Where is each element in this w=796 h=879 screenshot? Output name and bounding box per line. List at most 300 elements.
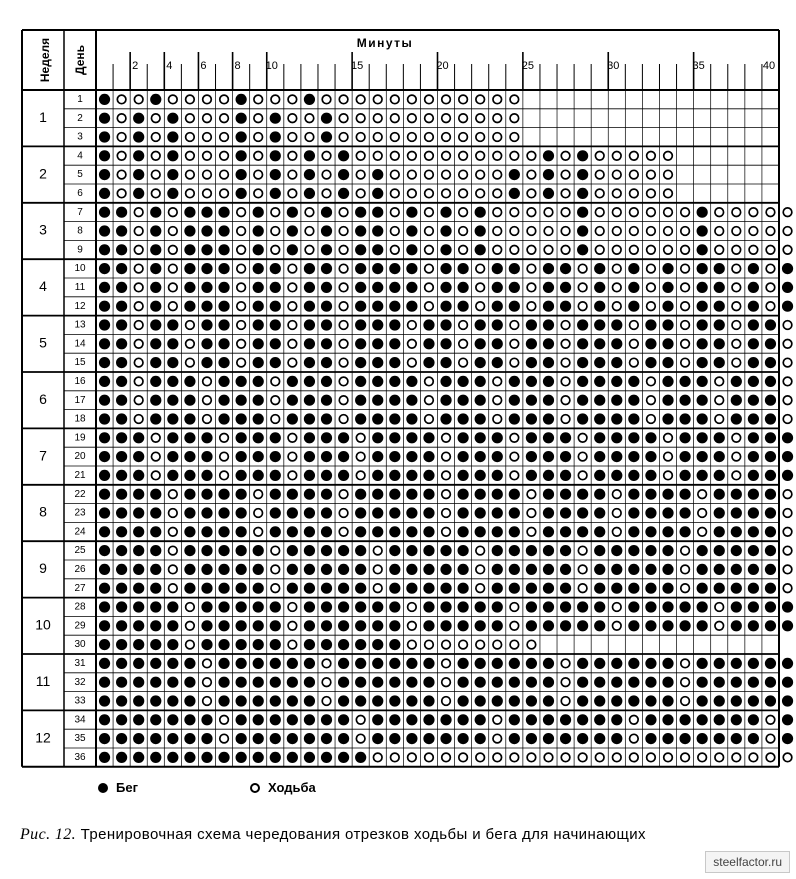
- run-mark: [287, 376, 298, 387]
- walk-mark: [169, 283, 178, 292]
- week-label: 1: [39, 108, 47, 125]
- walk-mark: [356, 152, 365, 161]
- run-mark: [99, 733, 110, 744]
- run-mark: [475, 658, 486, 669]
- walk-mark: [493, 227, 502, 236]
- walk-mark: [698, 528, 707, 537]
- run-mark: [509, 733, 520, 744]
- run-mark: [577, 376, 588, 387]
- walk-mark: [561, 227, 570, 236]
- walk-mark: [527, 227, 536, 236]
- run-mark: [150, 357, 161, 368]
- run-mark: [458, 601, 469, 612]
- day-label: 35: [74, 733, 86, 745]
- walk-mark: [544, 246, 553, 255]
- run-mark: [714, 301, 725, 312]
- run-mark: [355, 207, 366, 218]
- run-mark: [628, 507, 639, 518]
- run-mark: [116, 357, 127, 368]
- run-mark: [236, 150, 247, 161]
- run-mark: [714, 451, 725, 462]
- run-mark: [236, 413, 247, 424]
- walk-mark: [151, 434, 160, 443]
- run-mark: [338, 752, 349, 763]
- walk-mark: [169, 509, 178, 518]
- run-mark: [748, 545, 759, 556]
- run-mark: [440, 282, 451, 293]
- run-mark: [304, 658, 315, 669]
- walk-mark: [254, 490, 263, 499]
- run-mark: [423, 620, 434, 631]
- run-mark: [167, 752, 178, 763]
- walk-mark: [647, 753, 656, 762]
- run-mark: [645, 338, 656, 349]
- walk-mark: [442, 659, 451, 668]
- run-mark: [372, 695, 383, 706]
- walk-mark: [476, 546, 485, 555]
- walk-mark: [169, 584, 178, 593]
- walk-mark: [630, 227, 639, 236]
- run-mark: [543, 357, 554, 368]
- walk-mark: [271, 95, 280, 104]
- walk-mark: [442, 753, 451, 762]
- run-mark: [492, 338, 503, 349]
- walk-mark: [732, 471, 741, 480]
- run-mark: [287, 413, 298, 424]
- walk-mark: [715, 415, 724, 424]
- run-mark: [492, 507, 503, 518]
- run-mark: [440, 357, 451, 368]
- run-mark: [338, 695, 349, 706]
- run-mark: [372, 639, 383, 650]
- run-mark: [543, 545, 554, 556]
- run-mark: [372, 263, 383, 274]
- day-label: 1: [77, 94, 83, 106]
- run-mark: [577, 150, 588, 161]
- run-mark: [355, 413, 366, 424]
- walk-mark: [134, 264, 143, 273]
- run-mark: [560, 545, 571, 556]
- walk-mark: [766, 753, 775, 762]
- run-mark: [645, 714, 656, 725]
- walk-mark: [493, 640, 502, 649]
- run-mark: [218, 583, 229, 594]
- walk-mark: [356, 170, 365, 179]
- walk-mark: [732, 246, 741, 255]
- walk-mark: [510, 452, 519, 461]
- run-mark: [475, 489, 486, 500]
- walk-mark: [186, 133, 195, 142]
- walk-mark: [732, 753, 741, 762]
- day-label: 25: [74, 545, 86, 557]
- run-mark: [338, 169, 349, 180]
- run-mark: [150, 207, 161, 218]
- run-mark: [440, 545, 451, 556]
- walk-mark: [544, 227, 553, 236]
- walk-mark: [391, 246, 400, 255]
- walk-mark: [442, 528, 451, 537]
- walk-mark: [391, 208, 400, 217]
- run-mark: [714, 507, 725, 518]
- walk-mark: [356, 434, 365, 443]
- watermark: steelfactor.ru: [705, 851, 790, 873]
- walk-mark: [339, 415, 348, 424]
- walk-mark: [595, 246, 604, 255]
- run-mark: [218, 244, 229, 255]
- walk-mark: [305, 227, 314, 236]
- run-mark: [509, 413, 520, 424]
- walk-mark: [476, 152, 485, 161]
- walk-mark: [186, 358, 195, 367]
- walk-mark: [647, 208, 656, 217]
- walk-mark: [356, 471, 365, 480]
- walk-mark: [459, 321, 468, 330]
- run-mark: [304, 376, 315, 387]
- run-mark: [406, 263, 417, 274]
- walk-mark: [322, 678, 331, 687]
- run-mark: [440, 583, 451, 594]
- run-mark: [253, 470, 264, 481]
- run-mark: [765, 583, 776, 594]
- walk-mark: [732, 321, 741, 330]
- walk-mark: [408, 358, 417, 367]
- walk-mark: [749, 227, 758, 236]
- run-mark: [543, 150, 554, 161]
- run-mark: [628, 489, 639, 500]
- walk-mark: [254, 170, 263, 179]
- run-mark: [99, 188, 110, 199]
- walk-mark: [647, 227, 656, 236]
- run-mark: [236, 94, 247, 105]
- run-mark: [731, 376, 742, 387]
- run-mark: [287, 244, 298, 255]
- run-mark: [372, 282, 383, 293]
- run-mark: [218, 207, 229, 218]
- walk-mark: [134, 396, 143, 405]
- run-mark: [99, 545, 110, 556]
- run-mark: [99, 714, 110, 725]
- walk-mark: [134, 340, 143, 349]
- run-mark: [406, 470, 417, 481]
- run-mark: [133, 432, 144, 443]
- run-mark: [509, 695, 520, 706]
- walk-mark: [220, 716, 229, 725]
- walk-mark: [186, 321, 195, 330]
- run-mark: [236, 601, 247, 612]
- run-mark: [406, 376, 417, 387]
- run-mark: [423, 507, 434, 518]
- run-mark: [389, 526, 400, 537]
- run-mark: [731, 395, 742, 406]
- run-mark: [423, 601, 434, 612]
- run-mark: [150, 733, 161, 744]
- walk-mark: [151, 452, 160, 461]
- walk-mark: [203, 189, 212, 198]
- run-mark: [440, 620, 451, 631]
- run-mark: [321, 282, 332, 293]
- day-label: 4: [77, 150, 83, 162]
- walk-mark: [647, 283, 656, 292]
- run-mark: [133, 658, 144, 669]
- run-mark: [389, 639, 400, 650]
- run-mark: [475, 338, 486, 349]
- run-mark: [782, 733, 793, 744]
- run-mark: [543, 677, 554, 688]
- run-mark: [116, 620, 127, 631]
- walk-mark: [203, 170, 212, 179]
- walk-mark: [305, 208, 314, 217]
- run-mark: [270, 620, 281, 631]
- run-mark: [167, 470, 178, 481]
- run-mark: [611, 376, 622, 387]
- run-mark: [765, 432, 776, 443]
- walk-mark: [510, 114, 519, 123]
- run-mark: [236, 620, 247, 631]
- figure-caption: [20, 824, 780, 845]
- run-mark: [201, 601, 212, 612]
- walk-mark: [288, 170, 297, 179]
- run-mark: [628, 395, 639, 406]
- run-mark: [406, 526, 417, 537]
- walk-mark: [151, 471, 160, 480]
- run-mark: [338, 451, 349, 462]
- run-mark: [679, 507, 690, 518]
- run-mark: [731, 489, 742, 500]
- run-mark: [526, 319, 537, 330]
- walk-mark: [271, 396, 280, 405]
- walk-mark: [288, 640, 297, 649]
- walk-mark: [681, 697, 690, 706]
- minute-tick-label: 2: [132, 60, 139, 72]
- run-mark: [782, 451, 793, 462]
- run-mark: [355, 564, 366, 575]
- day-label: 33: [74, 695, 86, 707]
- run-mark: [184, 470, 195, 481]
- walk-mark: [732, 434, 741, 443]
- run-mark: [99, 338, 110, 349]
- run-mark: [697, 263, 708, 274]
- walk-mark: [220, 189, 229, 198]
- walk-mark: [203, 396, 212, 405]
- minute-tick-label: 15: [351, 60, 364, 72]
- walk-mark: [510, 227, 519, 236]
- run-mark: [389, 564, 400, 575]
- run-mark: [389, 601, 400, 612]
- run-mark: [697, 658, 708, 669]
- run-mark: [406, 564, 417, 575]
- walk-mark: [425, 302, 434, 311]
- walk-mark: [339, 377, 348, 386]
- run-mark: [372, 338, 383, 349]
- run-mark: [577, 244, 588, 255]
- run-mark: [116, 432, 127, 443]
- walk-mark: [288, 302, 297, 311]
- run-mark: [321, 489, 332, 500]
- week-label: 2: [39, 165, 47, 182]
- run-mark: [662, 413, 673, 424]
- run-mark: [543, 301, 554, 312]
- run-mark: [714, 357, 725, 368]
- run-mark: [201, 225, 212, 236]
- walk-mark: [425, 227, 434, 236]
- run-mark: [253, 564, 264, 575]
- walk-mark: [476, 189, 485, 198]
- run-mark: [270, 470, 281, 481]
- run-mark: [321, 714, 332, 725]
- walk-mark: [134, 415, 143, 424]
- run-mark: [133, 188, 144, 199]
- run-mark: [167, 601, 178, 612]
- walk-mark: [630, 189, 639, 198]
- run-mark: [184, 658, 195, 669]
- run-mark: [321, 376, 332, 387]
- run-mark: [748, 620, 759, 631]
- run-mark: [628, 413, 639, 424]
- run-mark: [99, 263, 110, 274]
- run-mark: [236, 188, 247, 199]
- walk-mark: [647, 170, 656, 179]
- run-mark: [184, 451, 195, 462]
- run-mark: [389, 620, 400, 631]
- run-mark: [150, 601, 161, 612]
- run-mark: [731, 658, 742, 669]
- walk-mark: [391, 753, 400, 762]
- day-label: 10: [74, 263, 86, 275]
- run-mark: [765, 395, 776, 406]
- run-mark: [133, 113, 144, 124]
- walk-mark: [373, 152, 382, 161]
- walk-mark: [732, 358, 741, 367]
- run-mark: [645, 526, 656, 537]
- walk-mark: [169, 528, 178, 537]
- run-mark: [236, 432, 247, 443]
- run-mark: [304, 695, 315, 706]
- walk-mark: [612, 490, 621, 499]
- run-mark: [167, 376, 178, 387]
- run-mark: [287, 752, 298, 763]
- run-mark: [526, 601, 537, 612]
- run-mark: [475, 319, 486, 330]
- walk-mark: [561, 753, 570, 762]
- run-mark: [304, 752, 315, 763]
- week-label: 5: [39, 334, 47, 351]
- walk-mark: [681, 246, 690, 255]
- minute-tick-label: 8: [234, 60, 241, 72]
- run-mark: [253, 658, 264, 669]
- walk-mark: [373, 584, 382, 593]
- run-mark: [355, 658, 366, 669]
- run-mark: [560, 507, 571, 518]
- run-mark: [150, 714, 161, 725]
- run-mark: [560, 451, 571, 462]
- walk-mark: [442, 490, 451, 499]
- run-mark: [679, 451, 690, 462]
- walk-mark: [322, 659, 331, 668]
- run-mark: [560, 263, 571, 274]
- run-mark: [150, 263, 161, 274]
- walk-mark: [271, 227, 280, 236]
- run-mark: [526, 395, 537, 406]
- walk-mark: [339, 264, 348, 273]
- walk-mark: [339, 490, 348, 499]
- run-mark: [697, 395, 708, 406]
- run-mark: [611, 564, 622, 575]
- run-mark: [355, 583, 366, 594]
- run-mark: [662, 601, 673, 612]
- run-mark: [150, 752, 161, 763]
- run-mark: [423, 526, 434, 537]
- run-mark: [560, 620, 571, 631]
- run-mark: [304, 583, 315, 594]
- run-mark: [440, 733, 451, 744]
- run-mark: [440, 714, 451, 725]
- run-mark: [748, 338, 759, 349]
- run-mark: [321, 395, 332, 406]
- run-mark: [662, 526, 673, 537]
- run-mark: [406, 583, 417, 594]
- walk-mark: [783, 227, 792, 236]
- walk-mark: [612, 753, 621, 762]
- run-mark: [440, 395, 451, 406]
- run-mark: [270, 319, 281, 330]
- run-mark: [543, 319, 554, 330]
- run-mark: [458, 489, 469, 500]
- run-mark: [748, 526, 759, 537]
- run-mark: [116, 470, 127, 481]
- run-mark: [662, 319, 673, 330]
- run-mark: [782, 677, 793, 688]
- run-mark: [236, 714, 247, 725]
- run-mark: [321, 601, 332, 612]
- walk-mark: [664, 227, 673, 236]
- run-mark: [389, 282, 400, 293]
- run-mark: [338, 733, 349, 744]
- walk-mark: [527, 528, 536, 537]
- run-mark: [236, 489, 247, 500]
- walk-mark: [169, 246, 178, 255]
- run-mark: [509, 282, 520, 293]
- run-mark: [765, 545, 776, 556]
- minute-tick-label: 4: [166, 60, 173, 72]
- walk-mark: [425, 208, 434, 217]
- run-mark: [423, 432, 434, 443]
- walk-mark: [425, 170, 434, 179]
- walk-mark: [459, 152, 468, 161]
- run-mark: [355, 507, 366, 518]
- walk-mark: [408, 133, 417, 142]
- walk-mark: [561, 246, 570, 255]
- walk-mark: [425, 189, 434, 198]
- walk-mark: [493, 170, 502, 179]
- run-mark: [628, 601, 639, 612]
- walk-mark: [391, 170, 400, 179]
- run-mark: [321, 583, 332, 594]
- walk-mark: [442, 509, 451, 518]
- walk-mark: [442, 452, 451, 461]
- walk-mark: [373, 95, 382, 104]
- run-mark: [748, 695, 759, 706]
- run-mark: [253, 752, 264, 763]
- run-mark: [201, 263, 212, 274]
- run-mark: [133, 695, 144, 706]
- run-mark: [662, 263, 673, 274]
- run-mark: [321, 207, 332, 218]
- walk-mark: [630, 358, 639, 367]
- run-mark: [167, 188, 178, 199]
- run-mark: [765, 677, 776, 688]
- run-mark: [184, 489, 195, 500]
- run-mark: [543, 507, 554, 518]
